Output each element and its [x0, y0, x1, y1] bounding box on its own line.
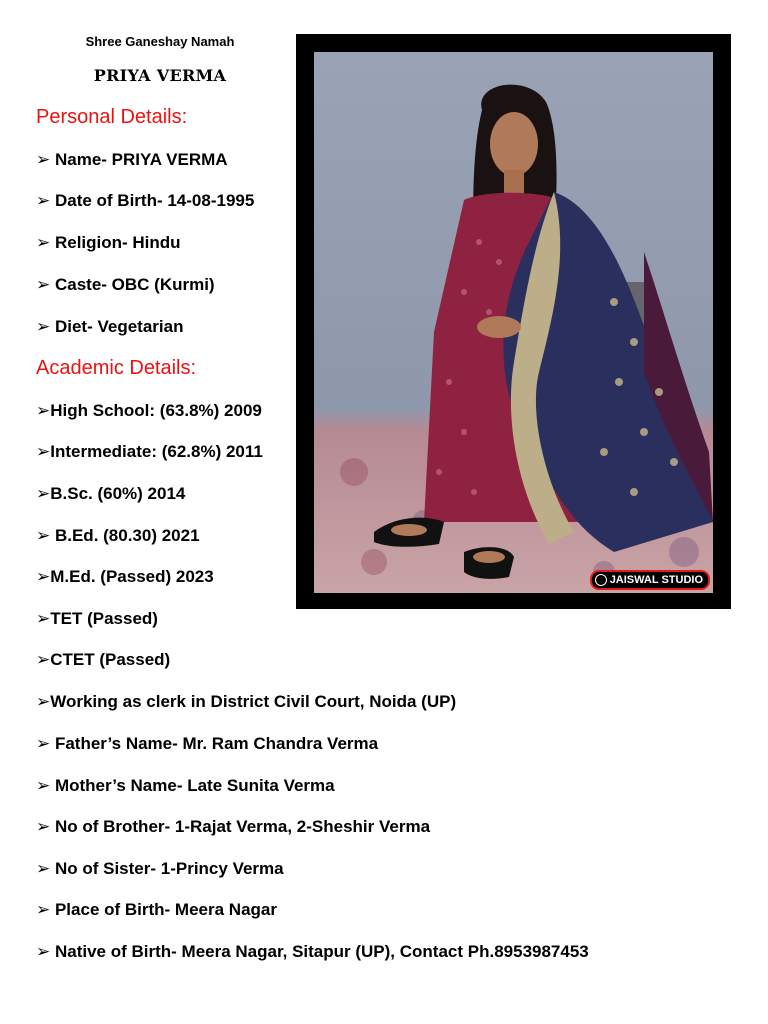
invocation-text: Shree Ganeshay Namah	[85, 34, 235, 49]
detail-med: ➢M.Ed. (Passed) 2023	[36, 567, 214, 586]
detail-native: ➢ Native of Birth- Meera Nagar, Sitapur (UP), Contact Ph.8953987453	[36, 942, 589, 961]
studio-watermark	[590, 570, 710, 590]
detail-ctet: ➢CTET (Passed)	[36, 650, 171, 669]
studio-watermark-text: JAISWAL STUDIO	[609, 574, 703, 586]
name-heading: PRIYA VERMA	[93, 66, 227, 85]
detail-brothers: ➢ No of Brother- 1-Rajat Verma, 2-Sheshir Verma	[36, 817, 431, 836]
detail-bed: ➢ B.Ed. (80.30) 2021	[36, 526, 200, 545]
portrait-illustration	[314, 52, 713, 593]
detail-intermediate: ➢Intermediate: (62.8%) 2011	[36, 442, 263, 461]
detail-high-school: ➢High School: (63.8%) 2009	[36, 401, 262, 420]
detail-caste: ➢ Caste- OBC (Kurmi)	[36, 275, 215, 294]
detail-mother: ➢ Mother’s Name- Late Sunita Verma	[36, 776, 335, 795]
detail-dob: ➢ Date of Birth- 14-08-1995	[36, 191, 255, 210]
personal-details-heading: Personal Details:	[36, 106, 188, 128]
photo-frame	[296, 34, 731, 609]
detail-place-of-birth: ➢ Place of Birth- Meera Nagar	[36, 900, 277, 919]
academic-details-heading: Academic Details:	[36, 357, 197, 379]
detail-religion: ➢ Religion- Hindu	[36, 233, 181, 252]
portrait-photo	[314, 52, 713, 593]
detail-name: ➢ Name- PRIYA VERMA	[36, 150, 228, 169]
detail-father: ➢ Father’s Name- Mr. Ram Chandra Verma	[36, 734, 379, 753]
detail-working: ➢Working as clerk in District Civil Court, Noida (UP)	[36, 692, 457, 711]
studio-logo-icon	[595, 574, 607, 586]
detail-sister: ➢ No of Sister- 1-Princy Verma	[36, 859, 284, 878]
detail-tet: ➢TET (Passed)	[36, 609, 158, 628]
detail-diet: ➢ Diet- Vegetarian	[36, 317, 184, 336]
face	[490, 112, 538, 176]
detail-bsc: ➢B.Sc. (60%) 2014	[36, 484, 186, 503]
